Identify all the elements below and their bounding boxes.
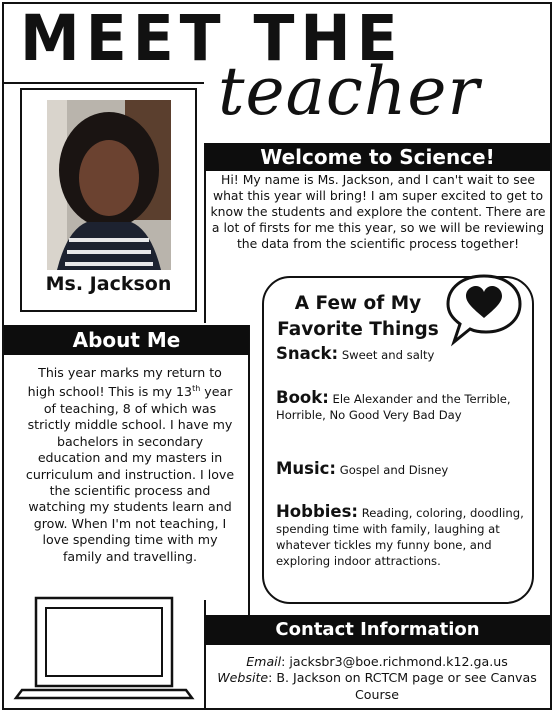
- header-divider: [4, 82, 204, 84]
- about-body-part2: year of teaching, 8 of which was strictly middle school. I have my bachelors in secondary education and my masters in curriculum and instruction. I love the scientific process and watching my students learn and grow. When I'm not teaching, I love spending time with my family and travelling.: [25, 384, 235, 564]
- contact-email-label: Email: [246, 654, 282, 669]
- contact-details: [208, 654, 546, 703]
- favorite-music-label: Music:: [276, 459, 337, 478]
- contact-email: [208, 654, 546, 670]
- teacher-photo-card: [20, 88, 197, 312]
- about-body-part1: This year marks my return to high school! This is my 13: [27, 365, 222, 400]
- favorite-hobbies-label: Hobbies:: [276, 502, 359, 521]
- laptop-icon: [16, 594, 196, 704]
- favorite-hobbies-value: Reading, coloring, doodling, spending time with family, laughing at whatever tickles my funny bone, and exploring indoor attractions.: [276, 506, 524, 568]
- about-body-superscript: th: [192, 384, 201, 394]
- about-body: [24, 365, 236, 565]
- favorite-snack: [276, 346, 528, 363]
- title-meet-the: MEET THE: [20, 2, 404, 76]
- teacher-name: Ms. Jackson: [45, 273, 172, 295]
- right-column-divider: [248, 325, 250, 615]
- welcome-heading: Welcome to Science!: [205, 143, 550, 171]
- contact-email-value[interactable]: : jacksbr3@boe.richmond.k12.ga.us: [281, 654, 508, 669]
- favorites-title: A Few of My Favorite Things: [277, 293, 439, 340]
- teacher-photo: [47, 100, 171, 270]
- favorite-hobbies: [276, 504, 528, 569]
- favorite-book-value: Ele Alexander and the Terrible, Horrible, No Good Very Bad Day: [276, 392, 511, 422]
- favorite-book: [276, 390, 528, 423]
- welcome-body: Hi! My name is Ms. Jackson, and I can't wait to see what this year will bring! I am super excited to get to know the students and explore the content. There are a lot of firsts for me this year, so we will be reviewing the data from the scientific process together!: [210, 172, 546, 251]
- teacher-portrait-image: [47, 100, 171, 270]
- title-teacher: teacher: [218, 53, 481, 130]
- favorite-music-value: Gospel and Disney: [339, 463, 449, 477]
- favorite-snack-value: Sweet and salty: [341, 348, 435, 362]
- favorite-book-label: Book:: [276, 388, 329, 407]
- favorite-music: [276, 461, 528, 478]
- heart-speech-bubble-icon: [444, 268, 524, 348]
- contact-heading: Contact Information: [205, 615, 550, 645]
- contact-website: [208, 670, 546, 703]
- favorite-snack-label: Snack:: [276, 344, 339, 363]
- about-heading: About Me: [4, 325, 249, 355]
- contact-website-label: Website: [217, 670, 269, 686]
- contact-website-value: : B. Jackson on RCTCM page or see Canvas Course: [268, 670, 537, 702]
